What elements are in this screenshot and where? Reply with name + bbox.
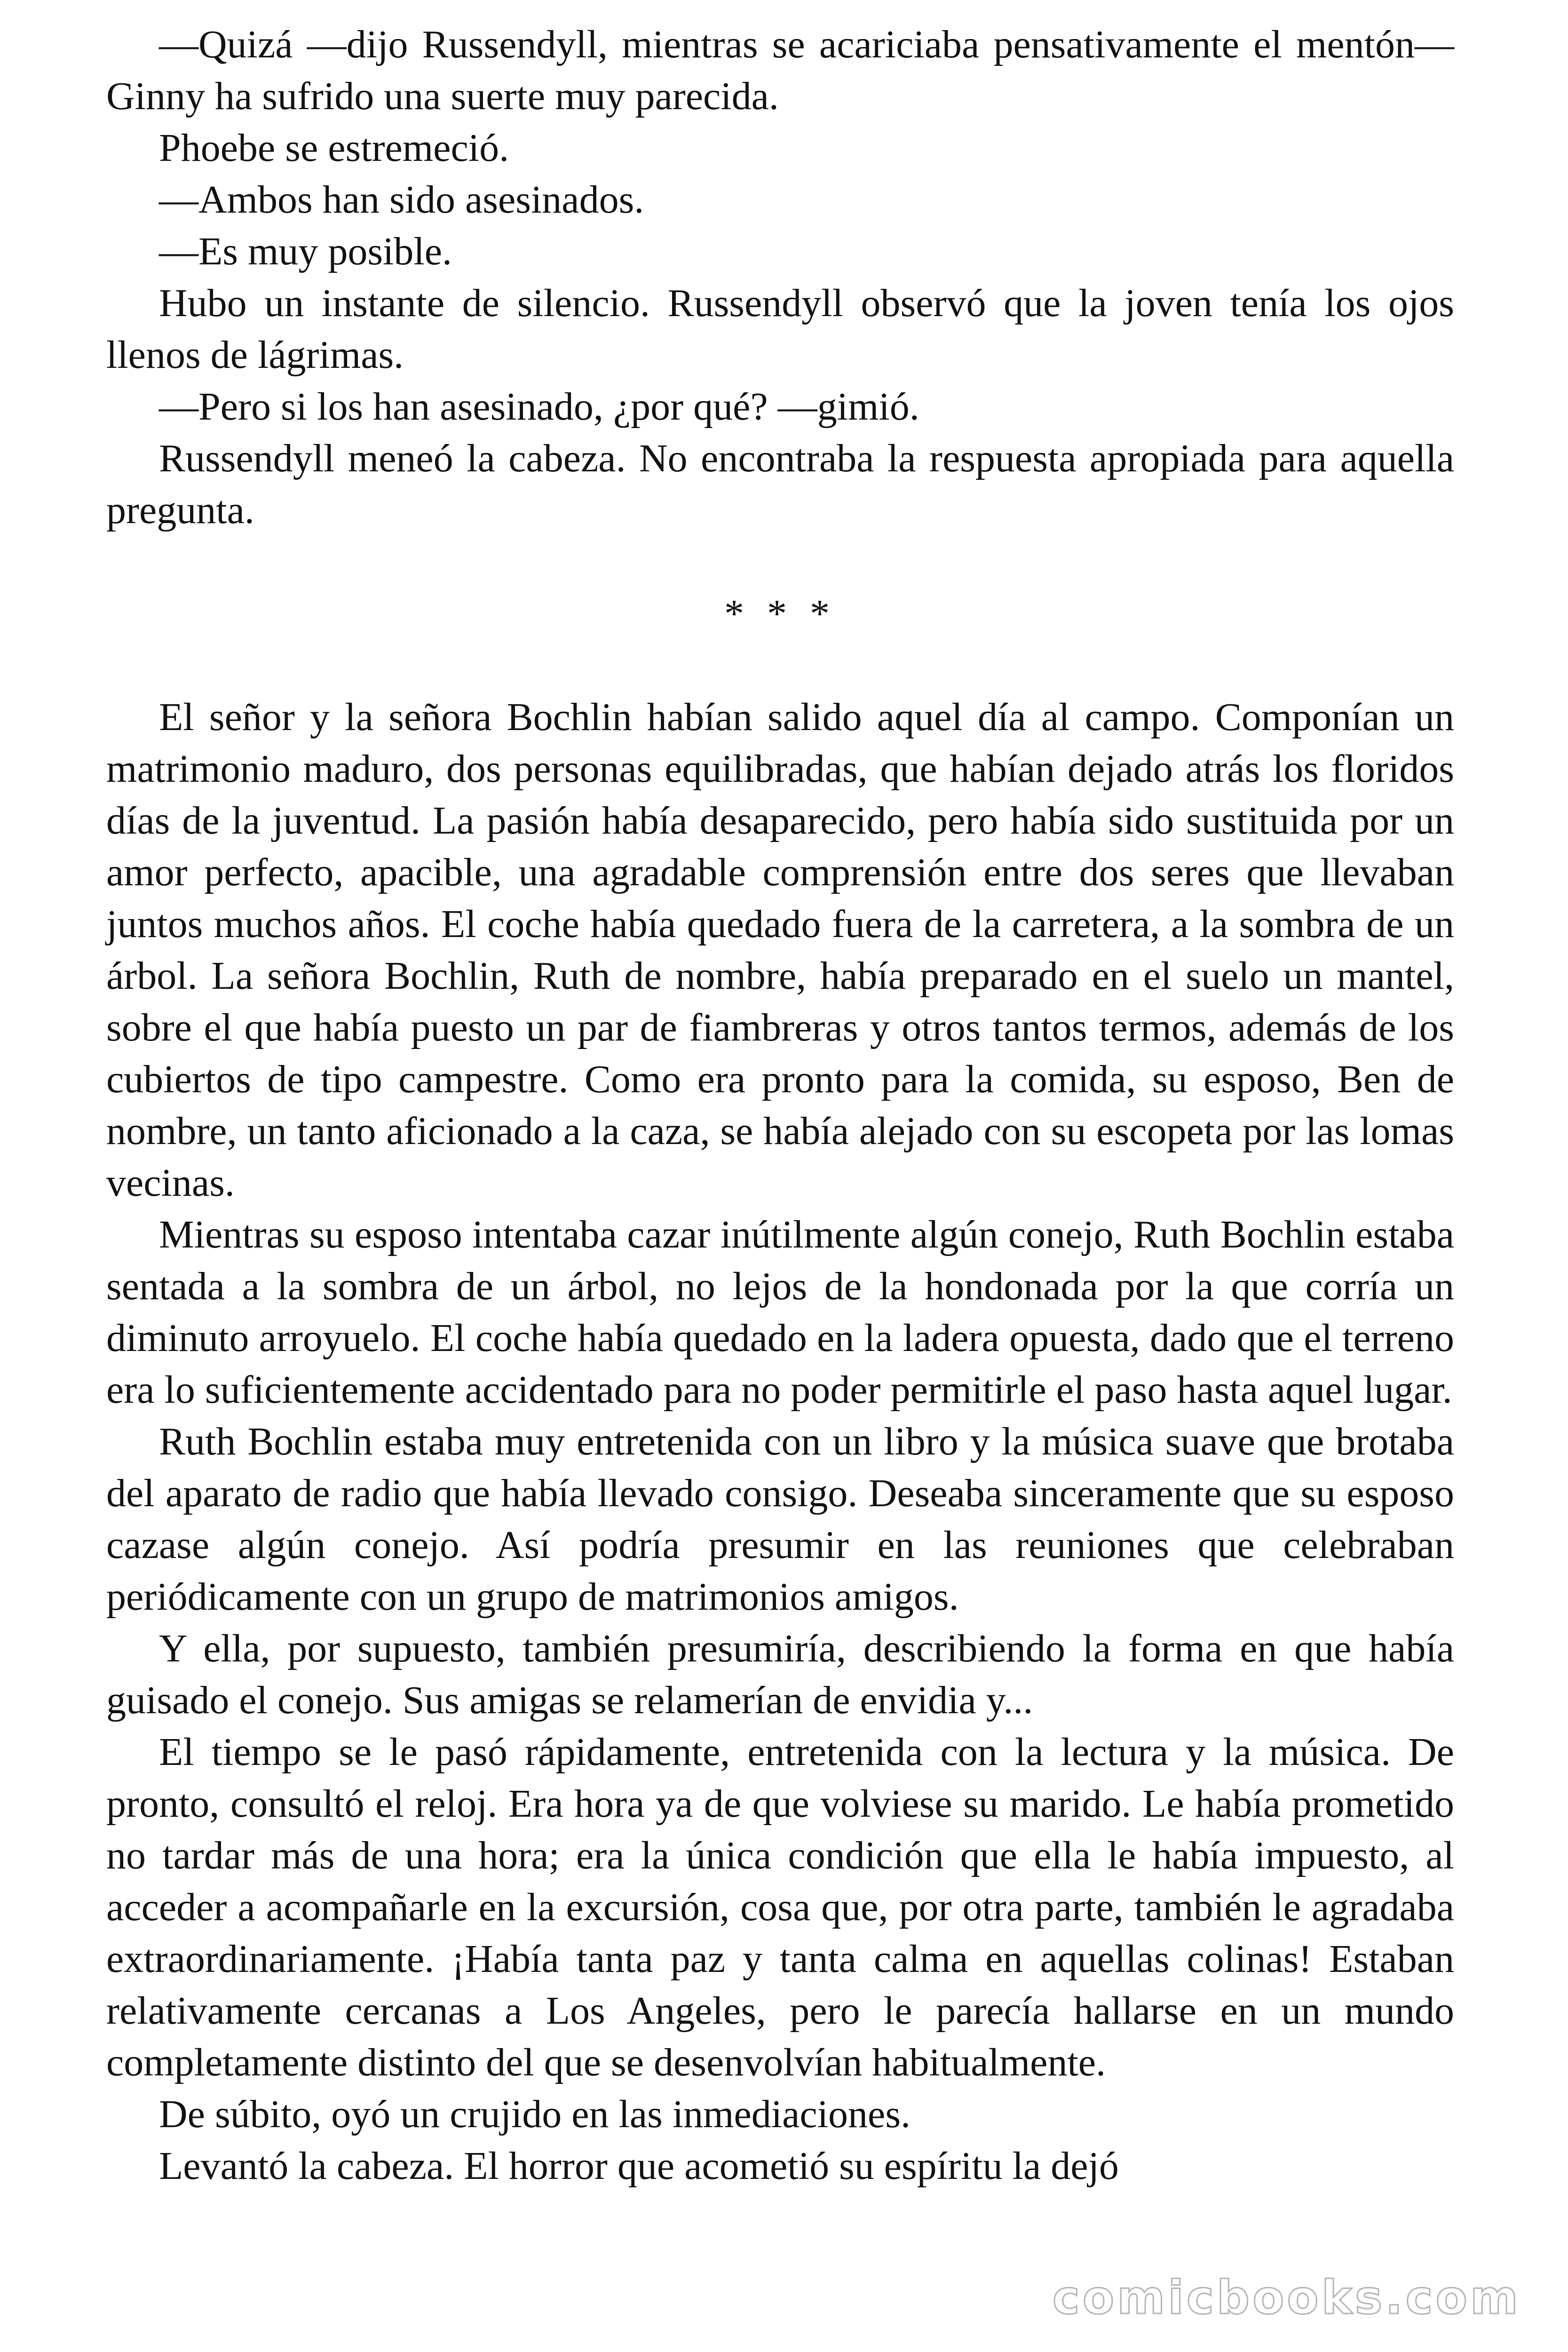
watermark: comicbooks.com xyxy=(1052,2271,1521,2325)
paragraph: Phoebe se estremeció. xyxy=(159,126,509,170)
paragraph: El tiempo se le pasó rápidamente, entretenida con la lectura y la música. De pronto, consultó el reloj. Era hora ya de que volviese su marido. Le había prometido no tardar más de una hora; era la única condición que ella le había impuesto, al acceder a acompañarle en la excursión, cosa que, por otra parte, también le agradaba extraordinariamente. ¡Había tanta paz y tanta calma en aquellas colinas! Estaban relativamente cercanas a Los Angeles, pero le parecía hallarse en un mundo completamente distinto del que se desenvolvían habitualmente. xyxy=(106,1730,1454,2084)
paragraph: Levantó la cabeza. El horror que acometió su espíritu la dejó xyxy=(159,2144,1119,2188)
paragraph: —Es muy posible. xyxy=(159,230,452,273)
paragraph: El señor y la señora Bochlin habían salido aquel día al campo. Componían un matrimonio maduro, dos personas equilibradas, que habían dejado atrás los floridos días de la juventud. La pasión había desaparecido, pero había sido sustituida por un amor perfecto, apacible, una agradable comprensión entre dos seres que llevaban juntos muchos años. El coche había quedado fuera de la carretera, a la sombra de un árbol. La señora Bochlin, Ruth de nombre, había preparado en el suelo un mantel, sobre el que había puesto un par de fiambreras y otros tantos termos, además de los cubiertos de tipo campestre. Como era pronto para la comida, su esposo, Ben de nombre, un tanto aficionado a la caza, se había alejado con su escopeta por las lomas vecinas. xyxy=(106,695,1454,1205)
paragraph: —Pero si los han asesinado, ¿por qué? —gimió. xyxy=(159,385,919,429)
paragraph: De súbito, oyó un crujido en las inmediaciones. xyxy=(159,2092,911,2136)
paragraph: Russendyll meneó la cabeza. No encontraba la respuesta apropiada para aquella pregunta. xyxy=(106,437,1454,532)
paragraph: Mientras su esposo intentaba cazar inútilmente algún conejo, Ruth Bochlin estaba sentada a la sombra de un árbol, no lejos de la hondonada por la que corría un diminuto arroyuelo. El coche había quedado en la ladera opuesta, dado que el terreno era lo suficientemente accidentado para no poder permitirle el paso hasta aquel lugar. xyxy=(106,1213,1454,1412)
paragraph: Ruth Bochlin estaba muy entretenida con un libro y la música suave que brotaba del aparato de radio que había llevado consigo. Deseaba sinceramente que su esposo cazase algún conejo. Así podría presumir en las reuniones que celebraban periódicamente con un grupo de matrimonios amigos. xyxy=(106,1420,1454,1619)
paragraph: Y ella, por supuesto, también presumiría, describiendo la forma en que había guisado el conejo. Sus amigas se relamerían de envidia y... xyxy=(106,1627,1454,1722)
book-page xyxy=(106,19,1454,2192)
scene-separator: * * * xyxy=(724,592,836,636)
paragraph: —Ambos han sido asesinados. xyxy=(159,178,644,222)
paragraph: Hubo un instante de silencio. Russendyll observó que la joven tenía los ojos llenos de lágrimas. xyxy=(106,281,1454,377)
paragraph: —Quizá —dijo Russendyll, mientras se acariciaba pensativamente el mentón— Ginny ha sufrido una suerte muy parecida. xyxy=(106,23,1454,118)
